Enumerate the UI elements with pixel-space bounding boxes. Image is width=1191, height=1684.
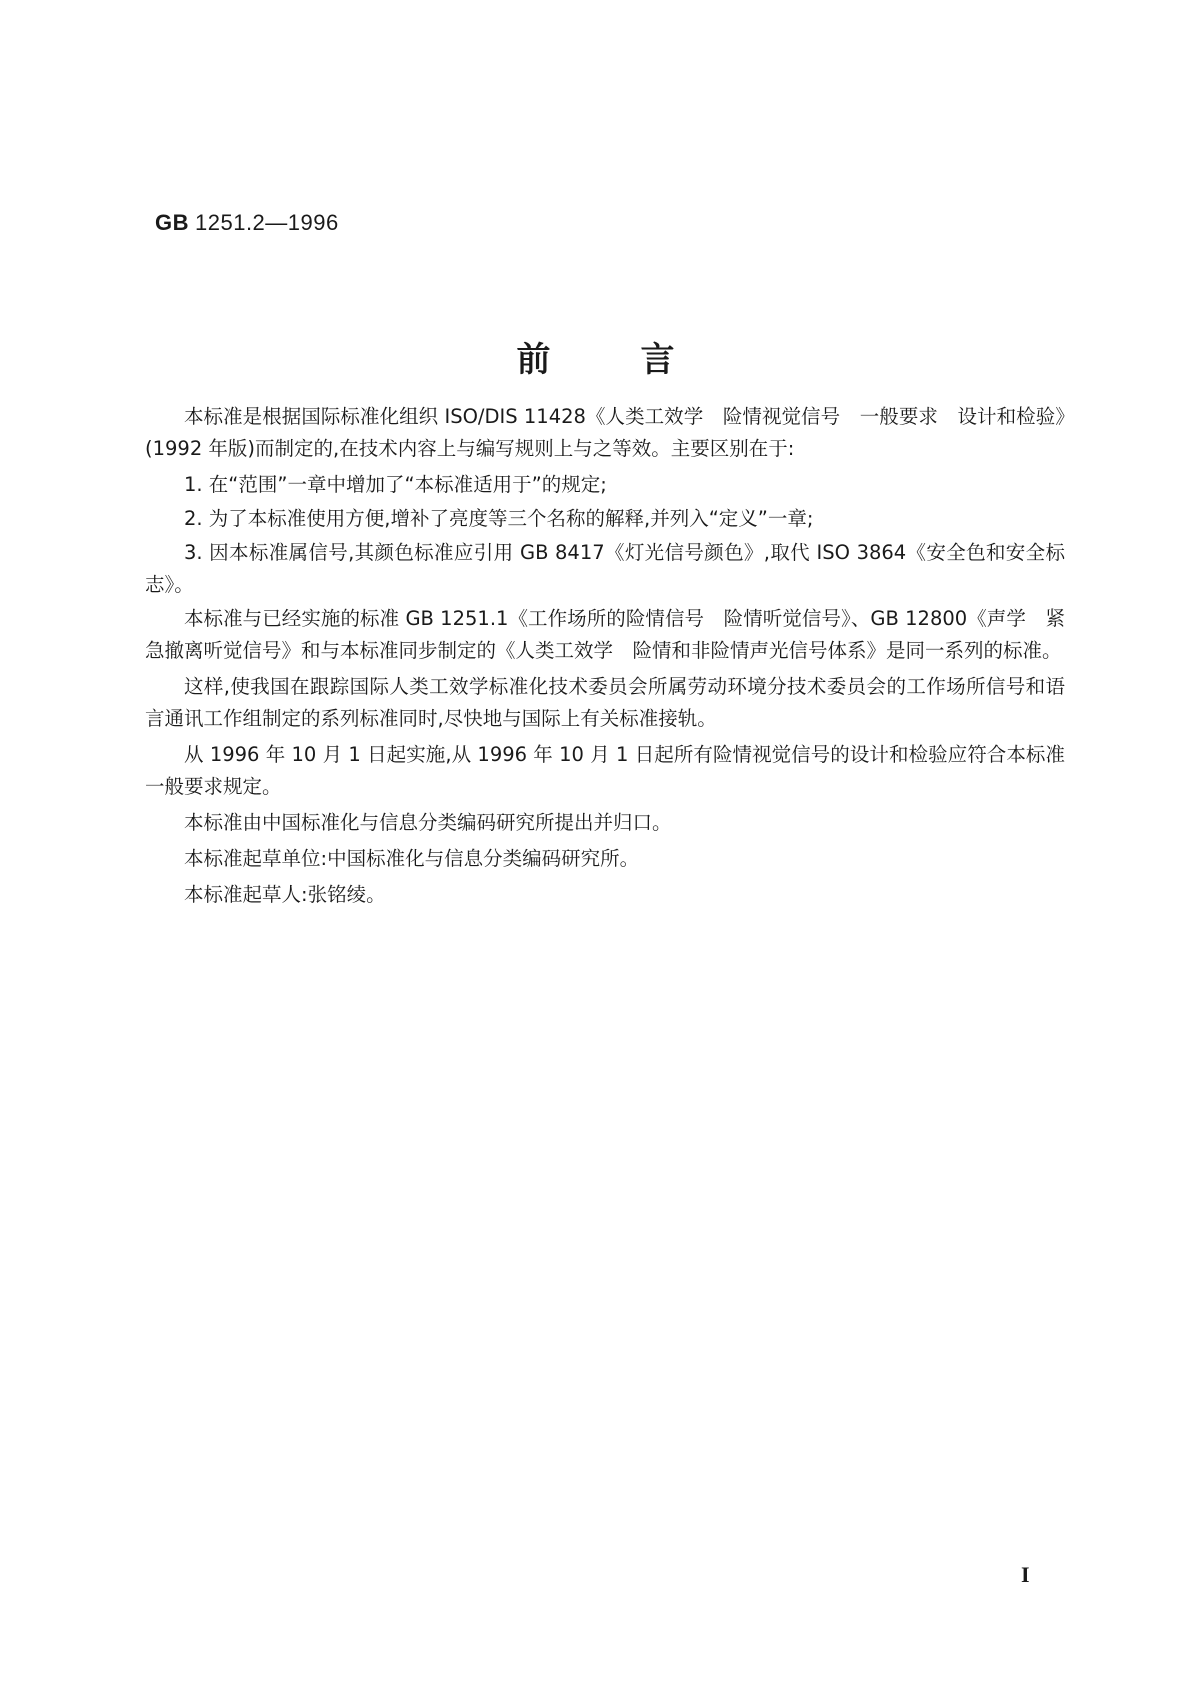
standard-prefix: GB (155, 210, 189, 235)
standard-number (155, 210, 339, 236)
paragraph-intro: 本标准是根据国际标准化组织 ISO/DIS 11428《人类工效学 险情视觉信号 一般要求 设计和检验》(1992 年版)而制定的,在技术内容上与编写规则上与之等效。主要区别在于: (145, 405, 1065, 460)
paragraph-tracking: 这样,使我国在跟踪国际人类工效学标准化技术委员会所属劳动环境分技术委员会的工作场所信号和语言通讯工作组制定的系列标准同时,尽快地与国际上有关标准接轨。 (145, 675, 1065, 730)
standard-code: 1251.2—1996 (195, 210, 339, 235)
paragraph-drafter: 本标准起草人:张铭绫。 (184, 883, 386, 906)
list-item-1: 1. 在“范围”一章中增加了“本标准适用于”的规定; (184, 473, 607, 496)
paragraph-effective-date: 从 1996 年 10 月 1 日起实施,从 1996 年 10 月 1 日起所有险情视觉信号的设计和检验应符合本标准一般要求规定。 (145, 743, 1065, 798)
page-title: 前言 (516, 340, 765, 380)
foreword-body (145, 401, 1065, 915)
paragraph-series: 本标准与已经实施的标准 GB 1251.1《工作场所的险情信号 险情听觉信号》、GB 12800《声学 紧急撤离听觉信号》和与本标准同步制定的《人类工效学 险情和非险情声光信号体系》是同一系列的标准。 (145, 607, 1065, 662)
list-item-3: 3. 因本标准属信号,其颜色标准应引用 GB 8417《灯光信号颜色》,取代 ISO 3864《安全色和安全标志》。 (145, 541, 1065, 596)
list-item-2: 2. 为了本标准使用方便,增补了亮度等三个名称的解释,并列入“定义”一章; (184, 507, 814, 530)
paragraph-drafting-unit: 本标准起草单位:中国标准化与信息分类编码研究所。 (184, 847, 640, 870)
paragraph-proposer: 本标准由中国标准化与信息分类编码研究所提出并归口。 (184, 811, 672, 834)
page-number: I (1021, 1562, 1030, 1587)
